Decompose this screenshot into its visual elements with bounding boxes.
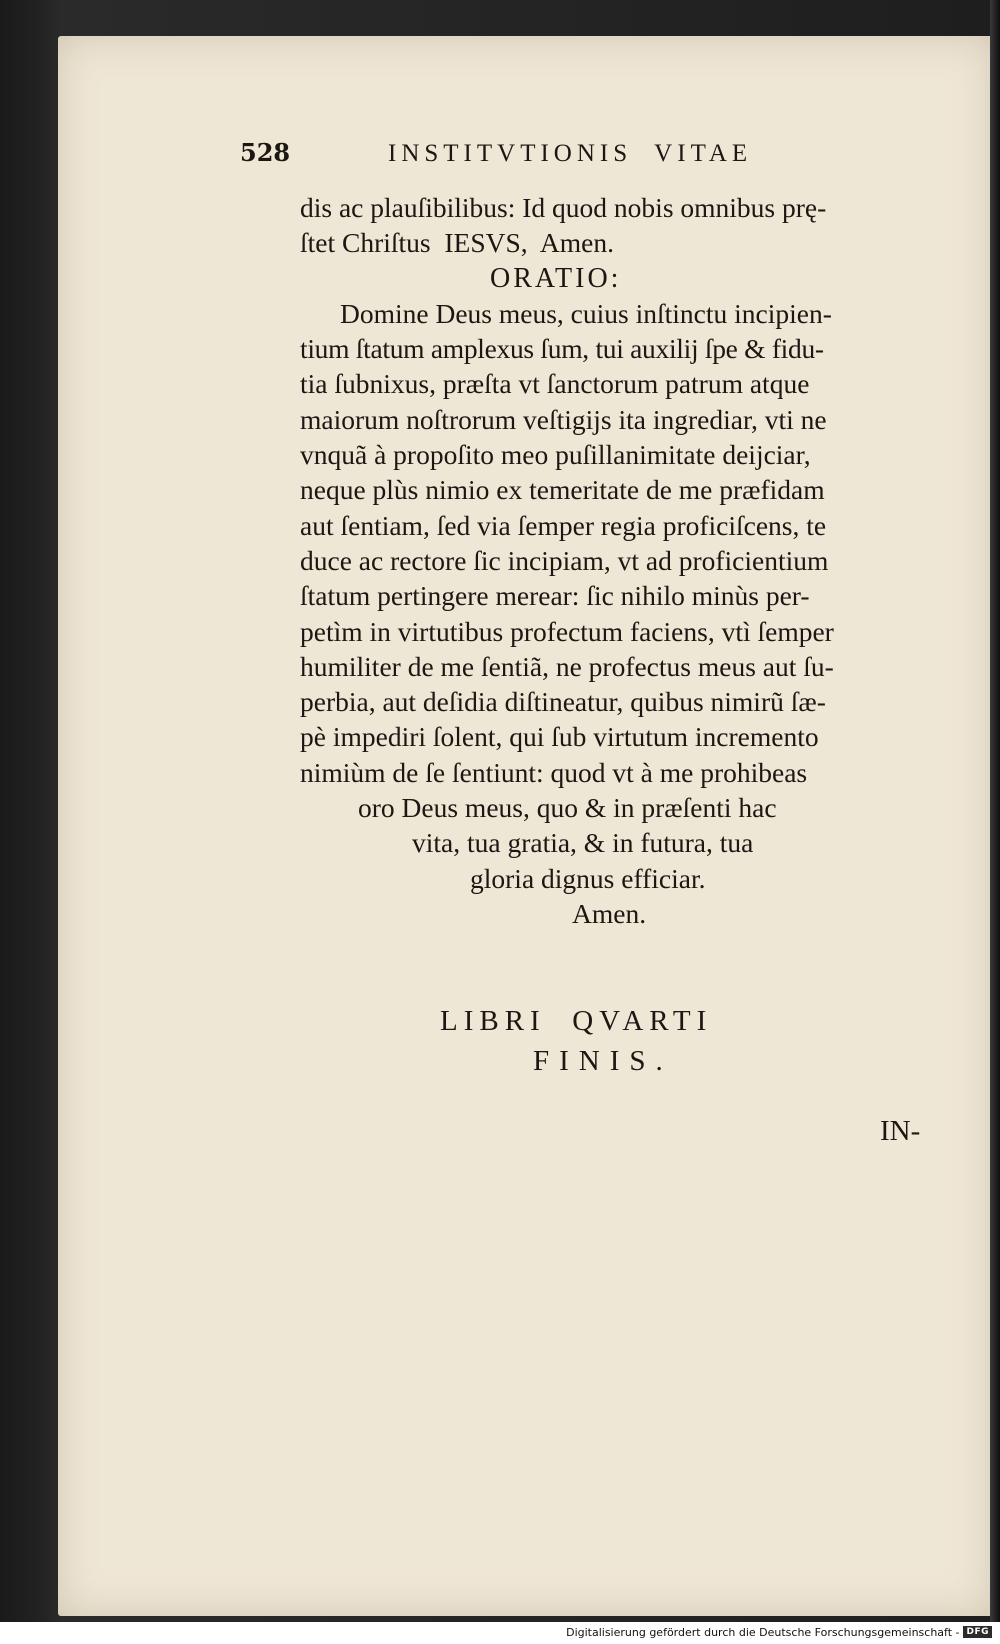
page-number: 528 bbox=[240, 138, 291, 167]
text-line: ſtatum pertingere merear: ſic nihilo minùs per- bbox=[300, 580, 810, 612]
dfg-logo: DFG bbox=[963, 1626, 992, 1638]
text-line: humiliter de me ſentiã, ne profectus meus aut ſu- bbox=[300, 650, 834, 682]
text-line: tia ſubnixus, præſta vt ſanctorum patrum atque bbox=[300, 368, 810, 400]
text-line: perbia, aut deſidia diſtineatur, quibus nimirũ ſæ- bbox=[300, 686, 826, 718]
running-head bbox=[240, 138, 860, 178]
text-line: Domine Deus meus, cuius inſtinctu incipien- bbox=[340, 297, 832, 329]
text-line: neque plùs nimio ex temeritate de me præfidam bbox=[300, 474, 825, 506]
text-line: ſtet Chriſtus IESVS, Amen. bbox=[300, 227, 614, 259]
text-line: tium ſtatum amplexus ſum, tui auxilij ſpe & fidu- bbox=[300, 333, 824, 365]
page-edge-shadow bbox=[990, 0, 1000, 1622]
funding-text: Digitalisierung gefördert durch die Deutsche Forschungsgemeinschaft - bbox=[566, 1625, 960, 1639]
body-text bbox=[300, 190, 950, 931]
text-line: duce ac rectore ſic incipiam, vt ad proficientium bbox=[300, 544, 829, 576]
text-line: vita, tua gratia, & in futura, tua bbox=[412, 827, 754, 859]
text-line: nimiùm de ſe ſentiunt: quod vt à me prohibeas bbox=[300, 756, 808, 788]
text-line: pè impediri ſolent, qui ſub virtutum incremento bbox=[300, 721, 819, 753]
funding-footer bbox=[566, 1622, 992, 1642]
catchword: IN- bbox=[880, 1115, 921, 1147]
text-line: petìm in virtutibus profectum faciens, vtì ſemper bbox=[300, 615, 834, 647]
text-line: dis ac plauſibilibus: Id quod nobis omnibus prę- bbox=[300, 192, 827, 223]
colophon-line-1: LIBRI QVARTI bbox=[440, 1005, 713, 1037]
section-heading: ORATIO: bbox=[490, 262, 622, 294]
text-line: oro Deus meus, quo & in præſenti hac bbox=[358, 792, 777, 824]
colophon-line-2: FINIS. bbox=[533, 1045, 673, 1077]
text-line: maiorum noſtrorum veſtigijs ita ingrediar, vti ne bbox=[300, 403, 827, 435]
text-line: vnquã à propoſito meo puſillanimitate deijciar, bbox=[300, 439, 811, 471]
text-line: Amen. bbox=[572, 897, 647, 929]
text-line: aut ſentiam, ſed via ſemper regia proficiſcens, te bbox=[300, 509, 827, 541]
text-line: gloria dignus efficiar. bbox=[470, 862, 706, 894]
running-title: INSTITVTIONIS VITAE bbox=[388, 140, 753, 167]
